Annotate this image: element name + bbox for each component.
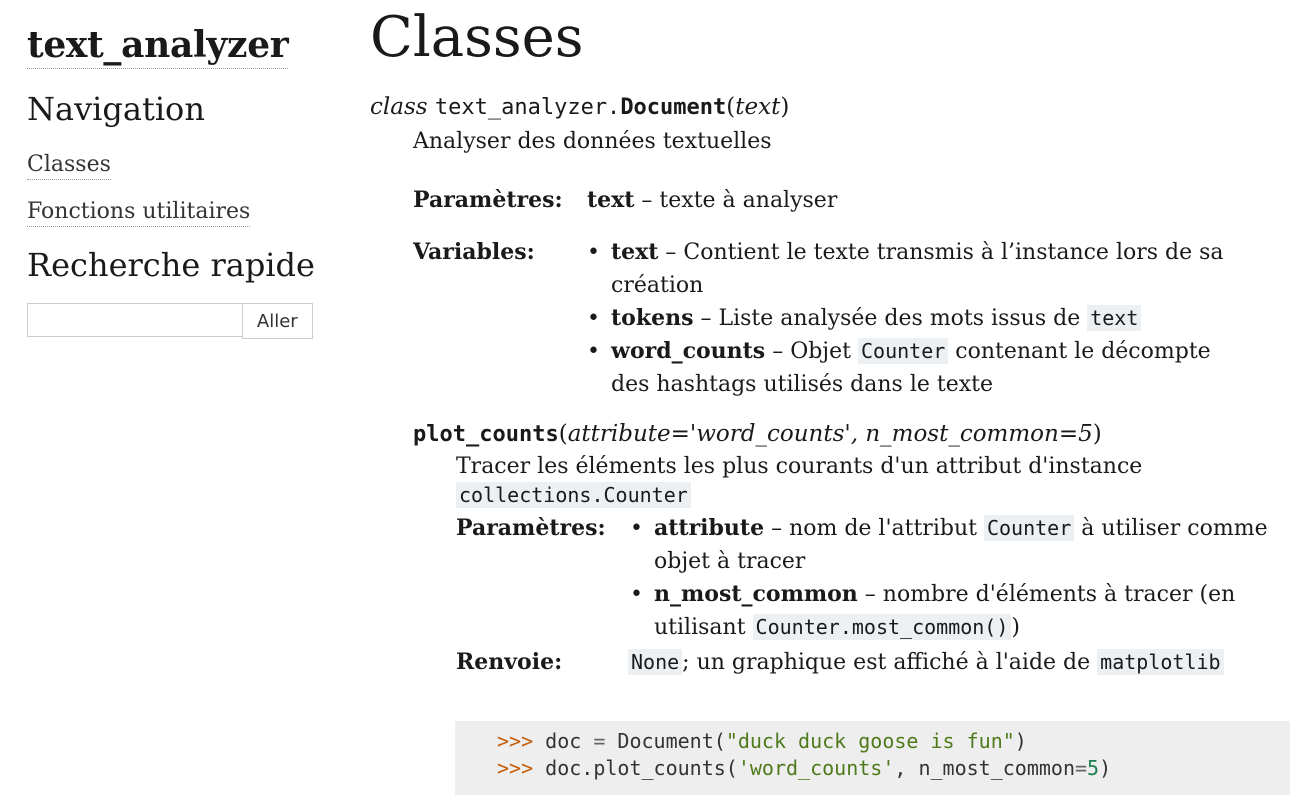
param-desc: – nombre d'éléments à tracer (en utilisant xyxy=(654,582,1236,640)
nav-heading: Navigation xyxy=(27,90,205,128)
class-keyword: class xyxy=(370,94,428,120)
variables-list xyxy=(585,236,1245,401)
nav-link-classes[interactable]: Classes xyxy=(27,151,111,180)
class-body xyxy=(413,126,1290,679)
param-desc-cont: à utiliser comme objet à tracer xyxy=(654,516,1268,574)
returns-field xyxy=(456,646,1290,679)
inline-code: Counter xyxy=(984,515,1074,541)
variable-item xyxy=(585,302,1245,335)
code-line-1 xyxy=(497,729,1027,753)
method-params-list xyxy=(628,512,1268,644)
code-operator: = xyxy=(1075,756,1088,780)
method-desc-text: Tracer les éléments les plus courants d'un attribut d'instance xyxy=(456,454,1143,479)
code-token: ) xyxy=(1014,729,1027,753)
inline-code: matplotlib xyxy=(1097,649,1223,675)
variables-field xyxy=(413,236,1290,401)
param-name: text xyxy=(587,187,635,213)
inline-code: text xyxy=(1087,305,1141,331)
method-body xyxy=(456,453,1290,679)
inline-code: Counter xyxy=(858,338,948,364)
variable-desc-cont: contenant le décompte des hashtags utilisés dans le texte xyxy=(611,339,1211,397)
class-module-name: text_analyzer. xyxy=(434,95,621,120)
method-name: plot_counts xyxy=(413,422,559,447)
variable-name: word_counts xyxy=(611,338,766,364)
paren-close: ) xyxy=(780,94,790,120)
main-content xyxy=(370,0,1290,679)
code-operator: = xyxy=(593,729,606,753)
sidebar xyxy=(27,22,327,339)
method-params-label: Paramètres: xyxy=(456,515,606,541)
code-line-2 xyxy=(497,756,1111,780)
paren-open: ( xyxy=(726,94,736,120)
search-heading: Recherche rapide xyxy=(27,246,315,284)
variable-name: text xyxy=(611,239,659,265)
inline-code: Counter.most_common() xyxy=(753,614,1012,640)
returns-label: Renvoie: xyxy=(456,649,563,675)
code-prompt: >>> xyxy=(497,756,534,780)
param-desc-cont: ) xyxy=(1011,615,1020,640)
logo-link[interactable]: text_analyzer xyxy=(27,22,288,69)
params-label: Paramètres: xyxy=(413,187,563,213)
param-name: attribute xyxy=(654,515,765,541)
param-desc: – texte à analyser xyxy=(634,188,838,213)
code-token: doc xyxy=(533,729,594,753)
code-prompt: >>> xyxy=(497,729,534,753)
class-signature xyxy=(370,92,1290,123)
returns-value xyxy=(628,646,1224,679)
paren-open: ( xyxy=(558,421,568,447)
search-input[interactable] xyxy=(27,303,242,337)
variable-item xyxy=(585,236,1245,302)
variable-desc: – Liste analysée des mots issus de xyxy=(693,306,1088,331)
method-description xyxy=(456,453,1290,510)
method-signature xyxy=(413,419,1290,450)
method-param-item xyxy=(628,578,1268,644)
code-token: , n_most_common xyxy=(894,756,1075,780)
code-number: 5 xyxy=(1087,756,1100,780)
code-token: Document( xyxy=(605,729,726,753)
class-name: Document xyxy=(620,95,727,120)
inline-code: collections.Counter xyxy=(456,482,691,508)
code-string: 'word_counts' xyxy=(737,756,895,780)
code-token: ) xyxy=(1099,756,1112,780)
class-description: Analyser des données textuelles xyxy=(413,129,772,154)
method-params: attribute='word_counts', n_most_common=5 xyxy=(567,421,1093,447)
variable-item xyxy=(585,335,1245,401)
search-button[interactable]: Aller xyxy=(242,303,313,339)
param-name: n_most_common xyxy=(654,581,858,607)
param-text xyxy=(587,184,837,217)
page-title: Classes xyxy=(370,5,584,70)
search-form xyxy=(27,303,313,339)
variable-desc: – Objet xyxy=(765,339,858,364)
paren-close: ) xyxy=(1092,421,1102,447)
code-example xyxy=(455,721,1290,795)
class-params-field xyxy=(413,184,1290,217)
variable-desc: – Contient le texte transmis à l’instance lors de sa création xyxy=(611,240,1224,298)
nav-link-utility-functions[interactable]: Fonctions utilitaires xyxy=(27,198,250,227)
returns-text: ; un graphique est affiché à l'aide de xyxy=(682,650,1098,675)
class-param: text xyxy=(735,94,781,120)
variables-label: Variables: xyxy=(413,239,535,265)
param-desc: – nom de l'attribut xyxy=(764,516,984,541)
variable-name: tokens xyxy=(611,305,694,331)
code-token: doc.plot_counts( xyxy=(533,756,738,780)
method-params-field xyxy=(456,512,1290,644)
method-param-item xyxy=(628,512,1268,578)
code-string: "duck duck goose is fun" xyxy=(725,729,1015,753)
inline-code: None xyxy=(628,649,682,675)
